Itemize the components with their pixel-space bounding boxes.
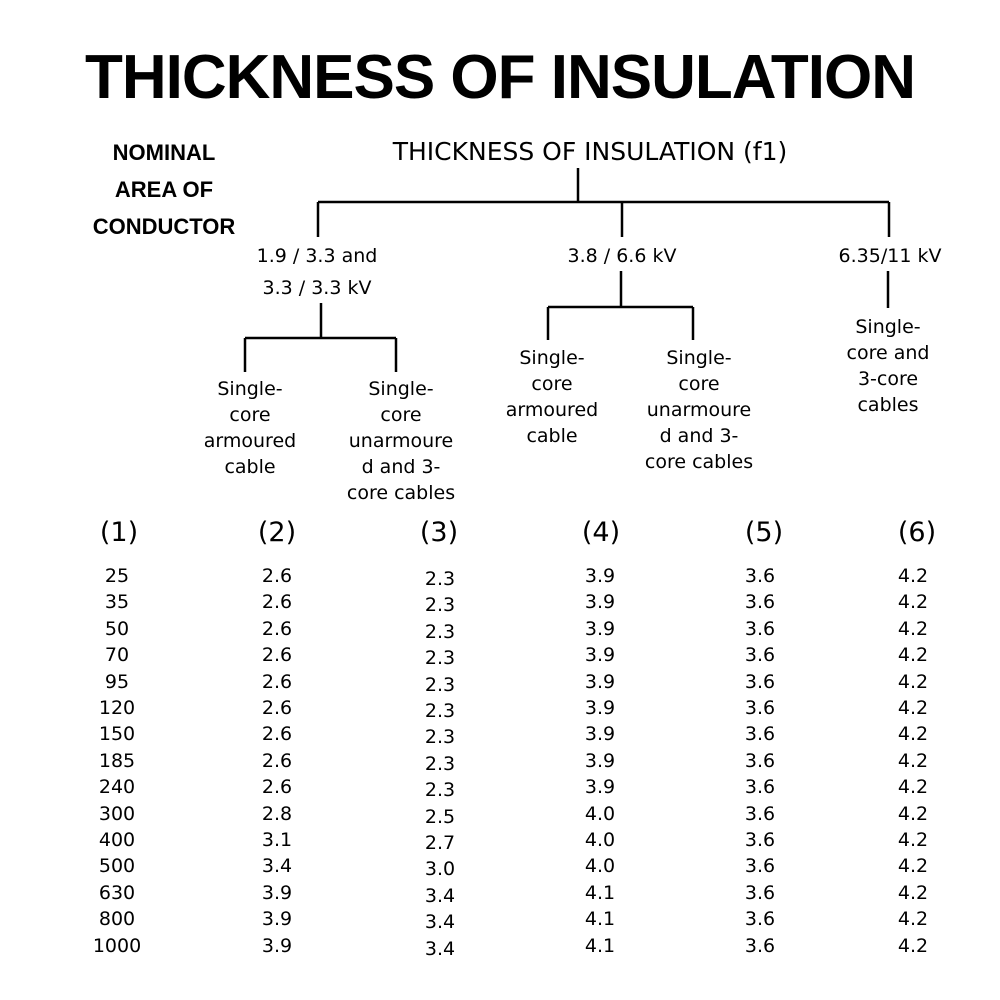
table-cell: 4.2: [897, 697, 929, 720]
table-cell: 3.6: [744, 908, 776, 931]
table-cell: 4.2: [897, 617, 929, 640]
table-cell: 4.2: [897, 723, 929, 746]
table-cell: 3.6: [744, 591, 776, 614]
table-cell: 4.1: [584, 934, 616, 957]
table-cell: 800: [98, 908, 136, 931]
table-cell: 150: [98, 723, 136, 746]
table-cell: 4.2: [897, 591, 929, 614]
table-cell: 4.2: [897, 802, 929, 825]
table-cell: 2.3: [424, 779, 456, 802]
table-cell: 3.6: [744, 749, 776, 772]
column-number-5: (5): [744, 517, 784, 548]
table-cell: 3.4: [424, 884, 456, 907]
table-cell: 3.9: [261, 934, 293, 957]
table-column-1: [77, 563, 157, 959]
table-column-4: [560, 563, 640, 959]
table-cell: 3.9: [584, 617, 616, 640]
table-cell: 2.8: [261, 802, 293, 825]
table-cell: 4.2: [897, 934, 929, 957]
table-column-5: [720, 563, 800, 959]
table-cell: 4.2: [897, 908, 929, 931]
table-cell: 2.3: [424, 752, 456, 775]
table-cell: 2.3: [424, 647, 456, 670]
table-cell: 3.6: [744, 802, 776, 825]
voltage-group-line: 3.8 / 6.6 kV: [567, 245, 677, 267]
table-cell: 2.6: [261, 723, 293, 746]
table-cell: 95: [104, 670, 130, 693]
column-number-6: (6): [897, 517, 937, 548]
table-cell: 4.2: [897, 829, 929, 852]
subheading-line: armoured: [203, 430, 297, 452]
subheading-line: Single-: [855, 316, 921, 338]
column-number-4: (4): [581, 517, 621, 548]
subheading-line: Single-: [519, 347, 585, 369]
table-cell: 4.0: [584, 855, 616, 878]
table-cell: 500: [98, 855, 136, 878]
insulation-thickness-heading: THICKNESS OF INSULATION (f1): [392, 137, 788, 166]
table-cell: 630: [98, 881, 136, 904]
table-cell: 2.3: [424, 726, 456, 749]
table-cell: 400: [98, 829, 136, 852]
table-cell: 3.9: [584, 565, 616, 587]
subheading-col-5: [624, 345, 774, 475]
subheading-line: core: [678, 373, 720, 395]
voltage-group-2: [532, 240, 712, 272]
table-cell: 3.6: [744, 697, 776, 720]
table-cell: 3.6: [744, 829, 776, 852]
table-cell: 4.0: [584, 802, 616, 825]
table-cell: 3.9: [584, 670, 616, 693]
subheading-line: core cables: [644, 451, 754, 473]
subheading-line: cable: [224, 456, 276, 478]
voltage-group-line: 3.3 / 3.3 kV: [262, 277, 372, 299]
table-cell: 25: [104, 565, 130, 587]
table-cell: 3.1: [261, 829, 293, 852]
subheading-line: Single-: [217, 378, 283, 400]
subheading-line: d and 3-: [659, 425, 739, 447]
table-cell: 3.6: [744, 855, 776, 878]
table-cell: 185: [98, 749, 136, 772]
column-number-1: (1): [99, 517, 139, 548]
table-cell: 2.6: [261, 697, 293, 720]
subheading-line: core: [380, 404, 422, 426]
table-cell: 3.9: [584, 591, 616, 614]
table-cell: 3.6: [744, 723, 776, 746]
subheading-col-6: [823, 314, 953, 418]
subheading-line: core and: [846, 342, 930, 364]
table-cell: 4.2: [897, 881, 929, 904]
table-cell: 1000: [92, 934, 142, 957]
table-cell: 3.6: [744, 776, 776, 799]
table-cell: 3.6: [744, 670, 776, 693]
table-cell: 2.3: [424, 673, 456, 696]
table-cell: 2.6: [261, 644, 293, 667]
table-cell: 2.3: [424, 568, 456, 590]
table-cell: 3.9: [584, 697, 616, 720]
table-cell: 3.4: [424, 937, 456, 960]
page-title: THICKNESS OF INSULATION: [84, 43, 916, 112]
table-cell: 2.3: [424, 700, 456, 723]
table-cell: 120: [98, 697, 136, 720]
subheading-col-4: [487, 345, 617, 449]
table-cell: 3.9: [261, 881, 293, 904]
table-cell: 300: [98, 802, 136, 825]
table-cell: 4.2: [897, 855, 929, 878]
table-cell: 240: [98, 776, 136, 799]
subheading-line: core: [531, 373, 573, 395]
table-cell: 3.6: [744, 934, 776, 957]
voltage-group-line: 1.9 / 3.3 and: [256, 245, 378, 267]
voltage-group-1: [217, 240, 417, 304]
nominal-area-line: AREA OF: [114, 177, 214, 202]
subheading-col-2: [185, 376, 315, 480]
subheading-line: 3-core: [857, 368, 919, 390]
table-cell: 4.2: [897, 644, 929, 667]
subheading-line: armoured: [505, 399, 599, 421]
table-cell: 3.6: [744, 881, 776, 904]
subheading-line: Single-: [368, 378, 434, 400]
table-cell: 3.9: [261, 908, 293, 931]
table-cell: 3.4: [424, 911, 456, 934]
table-cell: 3.6: [744, 565, 776, 587]
table-column-3: [400, 566, 480, 962]
table-cell: 4.2: [897, 776, 929, 799]
table-column-6: [873, 563, 953, 959]
subheading-col-3: [326, 376, 476, 506]
table-cell: 4.2: [897, 749, 929, 772]
column-number-3: (3): [419, 517, 459, 548]
voltage-group-3: [800, 240, 980, 272]
subheading-line: unarmoure: [348, 430, 454, 452]
subheading-line: core cables: [346, 482, 456, 504]
table-cell: 50: [104, 617, 130, 640]
table-cell: 4.1: [584, 881, 616, 904]
table-cell: 3.0: [424, 858, 456, 881]
subheading-line: d and 3-: [361, 456, 441, 478]
table-cell: 2.3: [424, 620, 456, 643]
voltage-group-line: 6.35/11 kV: [838, 245, 942, 267]
subheading-line: Single-: [666, 347, 732, 369]
subheading-line: cables: [857, 394, 919, 416]
table-cell: 2.3: [424, 594, 456, 617]
table-cell: 4.2: [897, 670, 929, 693]
subheading-line: cable: [526, 425, 578, 447]
table-cell: 3.9: [584, 723, 616, 746]
table-cell: 2.6: [261, 617, 293, 640]
subheading-line: unarmoure: [646, 399, 752, 421]
table-cell: 4.2: [897, 565, 929, 587]
nominal-area-line: CONDUCTOR: [92, 214, 236, 239]
table-cell: 4.1: [584, 908, 616, 931]
table-cell: 2.6: [261, 565, 293, 587]
table-column-2: [237, 563, 317, 959]
table-cell: 3.4: [261, 855, 293, 878]
column-number-2: (2): [257, 517, 297, 548]
table-cell: 2.5: [424, 805, 456, 828]
table-cell: 35: [104, 591, 130, 614]
table-cell: 2.6: [261, 670, 293, 693]
table-cell: 2.7: [424, 832, 456, 855]
table-cell: 3.9: [584, 644, 616, 667]
table-cell: 3.6: [744, 617, 776, 640]
table-cell: 4.0: [584, 829, 616, 852]
table-cell: 2.6: [261, 591, 293, 614]
table-cell: 70: [104, 644, 130, 667]
table-cell: 2.6: [261, 749, 293, 772]
table-cell: 3.9: [584, 776, 616, 799]
table-cell: 3.6: [744, 644, 776, 667]
nominal-area-line: NOMINAL: [112, 140, 216, 165]
subheading-line: core: [229, 404, 271, 426]
table-cell: 3.9: [584, 749, 616, 772]
table-cell: 2.6: [261, 776, 293, 799]
nominal-area-heading: [60, 134, 268, 245]
